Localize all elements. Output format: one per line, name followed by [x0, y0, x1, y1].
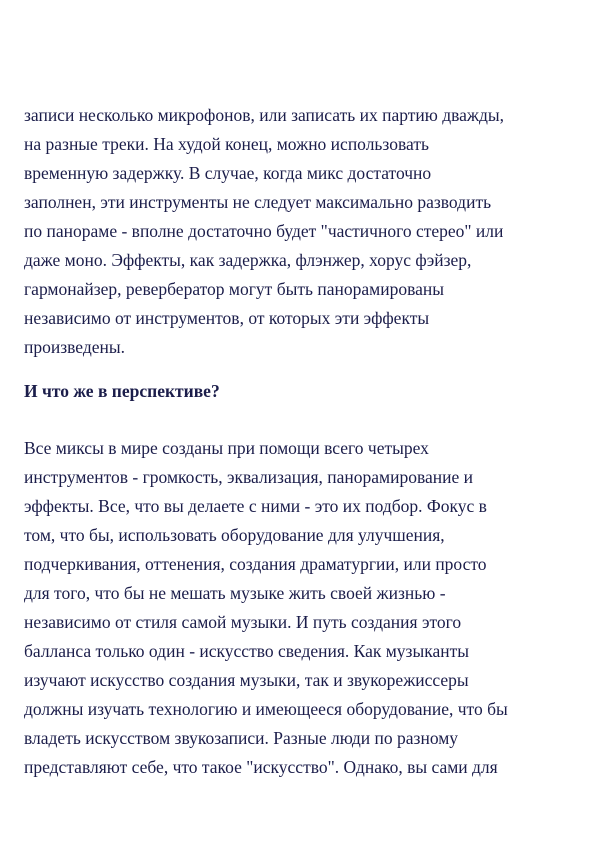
text-line: том, что бы, использовать оборудование для улучшения, [24, 525, 445, 545]
text-line: независимо от инструментов, от которых эти эффекты [24, 308, 430, 328]
text-line: независимо от стиля самой музыки. И путь создания этого [24, 612, 462, 632]
text-line: даже моно. Эффекты, как задержка, флэнжер, хорус фэйзер, [24, 250, 472, 270]
text-line: Все миксы в мире созданы при помощи всего четырех [24, 438, 429, 458]
text-line: записи несколько микрофонов, или записать их партию дважды, [24, 105, 505, 125]
text-line: изучают искусство создания музыки, так и звукорежиссеры [24, 670, 469, 690]
text-line: эффекты. Все, что вы делаете с ними - это их подбор. Фокус в [24, 496, 487, 516]
text-line: инструментов - громкость, эквализация, панорамирование и [24, 467, 473, 487]
section-heading: И что же в перспективе? [24, 381, 220, 401]
text-line: должны изучать технологию и имеющееся оборудование, что бы [24, 699, 508, 719]
text-line: гармонайзер, ревербератор могут быть панорамированы [24, 279, 444, 299]
text-line: для того, что бы не мешать музыке жить своей жизнью - [24, 583, 446, 603]
paragraph-body [24, 434, 584, 782]
text-line: представляют себе, что такое "искусство". Однако, вы сами для [24, 757, 498, 777]
text-line: произведены. [24, 337, 126, 357]
paragraph-continuation [24, 101, 584, 362]
text-line: на разные треки. На худой конец, можно использовать [24, 134, 429, 154]
text-line: заполнен, эти инструменты не следует максимально разводить [24, 192, 492, 212]
text-line: по панораме - вполне достаточно будет "частичного стерео" или [24, 221, 504, 241]
text-line: временную задержку. В случае, когда микс достаточно [24, 163, 432, 183]
text-line: балланса только один - искусство сведения. Как музыканты [24, 641, 470, 661]
text-line: подчеркивания, оттенения, создания драматургии, или просто [24, 554, 487, 574]
text-line: владеть искусством звукозаписи. Разные люди по разному [24, 728, 459, 748]
